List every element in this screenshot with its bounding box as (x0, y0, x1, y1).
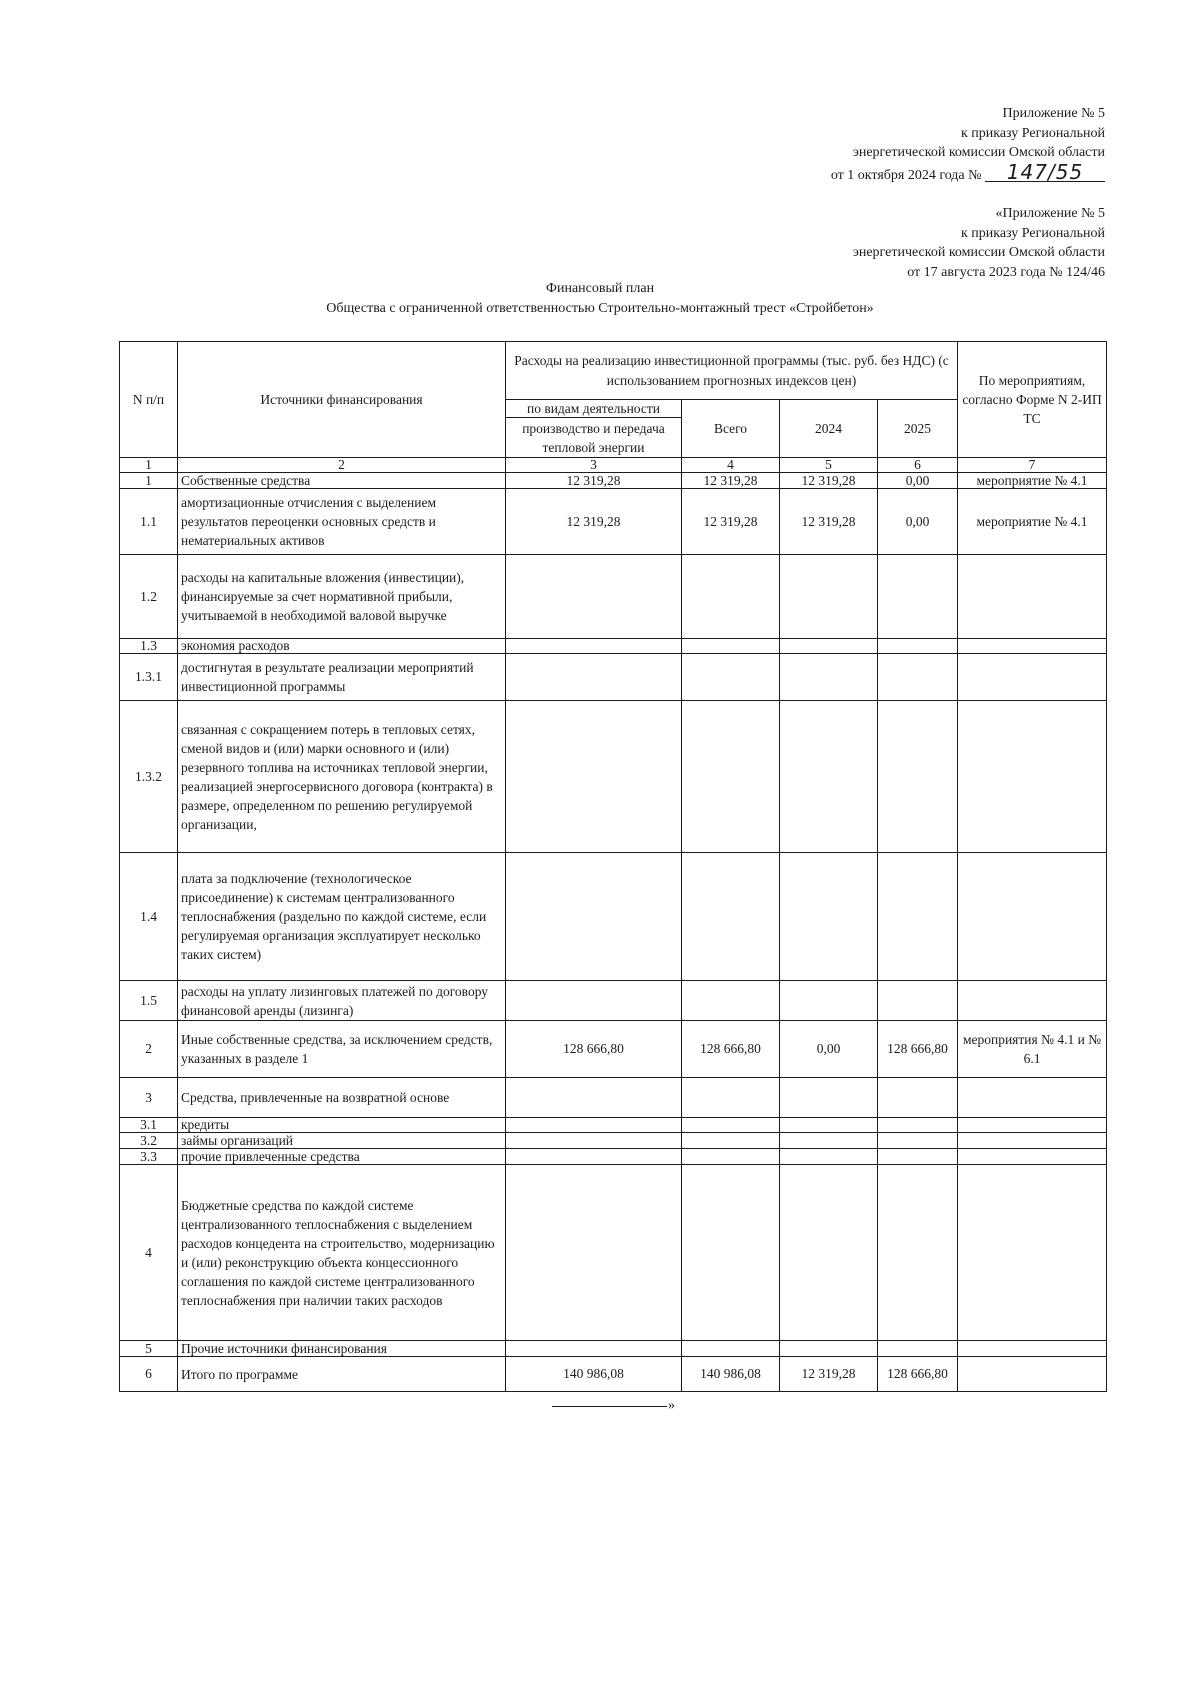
row-total (682, 1341, 780, 1357)
row-heat (506, 654, 682, 701)
previous-order-header (853, 204, 1105, 282)
row-num: 4 (120, 1165, 178, 1341)
header-measures: По мероприятиям, согласно Форме N 2-ИП ТС (958, 342, 1107, 458)
col-number: 6 (878, 458, 958, 473)
row-2025: 128 666,80 (878, 1021, 958, 1078)
table-row (120, 555, 1107, 639)
col-number: 3 (506, 458, 682, 473)
row-total (682, 1165, 780, 1341)
row-2025 (878, 981, 958, 1021)
row-2025 (878, 1149, 958, 1165)
row-2024 (780, 1118, 878, 1133)
row-heat (506, 1118, 682, 1133)
row-total: 128 666,80 (682, 1021, 780, 1078)
row-num: 1.4 (120, 853, 178, 981)
column-number-row (120, 458, 1107, 473)
row-source: кредиты (178, 1118, 506, 1133)
order-reference: к приказу Региональной (960, 125, 1105, 141)
row-total: 12 319,28 (682, 489, 780, 555)
row-source: Иные собственные средства, за исключением средств, указанных в разделе 1 (178, 1021, 506, 1078)
row-source: амортизационные отчисления с выделением результатов переоценки основных средств и нематериальных активов (178, 489, 506, 555)
row-heat (506, 853, 682, 981)
row-measure (958, 1133, 1107, 1149)
table-row (120, 1341, 1107, 1357)
table-row (120, 1165, 1107, 1341)
header-2025: 2025 (878, 400, 958, 458)
row-heat (506, 639, 682, 654)
row-2025: 128 666,80 (878, 1357, 958, 1392)
row-num: 2 (120, 1021, 178, 1078)
table-row (120, 1357, 1107, 1392)
prev-commission-name: энергетической комиссии Омской области (852, 245, 1105, 260)
row-heat (506, 981, 682, 1021)
row-measure (958, 701, 1107, 853)
document-title: Финансовый план (545, 281, 655, 296)
row-total (682, 639, 780, 654)
row-heat (506, 1149, 682, 1165)
row-heat: 140 986,08 (506, 1357, 682, 1392)
row-total: 140 986,08 (682, 1357, 780, 1392)
row-2025 (878, 1165, 958, 1341)
row-2024 (780, 1078, 878, 1118)
row-heat: 128 666,80 (506, 1021, 682, 1078)
row-source: Прочие источники финансирования (178, 1341, 506, 1357)
header-expenses: Расходы на реализацию инвестиционной программы (тыс. руб. без НДС) (с использованием прогнозных индексов цен) (506, 342, 958, 400)
row-2025 (878, 1133, 958, 1149)
table-row (120, 639, 1107, 654)
row-total (682, 1133, 780, 1149)
financial-plan-table (119, 341, 1107, 1392)
closing-quote: » (668, 1398, 675, 1413)
order-date-line (830, 159, 1105, 186)
row-heat (506, 1078, 682, 1118)
row-source: плата за подключение (технологическое присоединение) к системам централизованного теплоснабжения (раздельно по каждой системе, если регулируемая организация эксплуатирует несколько таких систем) (178, 853, 506, 981)
row-measure (958, 1118, 1107, 1133)
row-heat (506, 701, 682, 853)
row-num: 1 (120, 473, 178, 489)
row-total (682, 853, 780, 981)
row-2025 (878, 1078, 958, 1118)
commission-name: энергетической комиссии Омской области (852, 145, 1105, 160)
table-row (120, 1078, 1107, 1118)
order-date: от 1 октября 2024 года № (830, 167, 982, 183)
row-2025 (878, 701, 958, 853)
table-row (120, 981, 1107, 1021)
prev-order-reference: к приказу Региональной (960, 225, 1105, 241)
order-number-handwritten: 147/55 (985, 163, 1105, 182)
row-2024 (780, 1165, 878, 1341)
col-number: 7 (958, 458, 1107, 473)
row-num: 1.5 (120, 981, 178, 1021)
row-num: 1.3 (120, 639, 178, 654)
row-2024 (780, 1341, 878, 1357)
row-2025 (878, 1118, 958, 1133)
row-total (682, 981, 780, 1021)
row-2024 (780, 853, 878, 981)
row-source: Собственные средства (178, 473, 506, 489)
row-measure (958, 639, 1107, 654)
row-source: прочие привлеченные средства (178, 1149, 506, 1165)
row-total (682, 555, 780, 639)
row-measure: мероприятия № 4.1 и № 6.1 (958, 1021, 1107, 1078)
row-heat: 12 319,28 (506, 473, 682, 489)
row-num: 3 (120, 1078, 178, 1118)
document-subtitle: Общества с ограниченной ответственностью Строительно-монтажный трест «Стройбетон» (326, 301, 874, 316)
row-num: 3.1 (120, 1118, 178, 1133)
table-row (120, 1149, 1107, 1165)
header-total: Всего (682, 400, 780, 458)
row-2024 (780, 555, 878, 639)
row-2025: 0,00 (878, 489, 958, 555)
col-number: 4 (682, 458, 780, 473)
header-source: Источники финансирования (178, 342, 506, 458)
appendix-label: Приложение № 5 (1002, 106, 1105, 121)
row-measure: мероприятие № 4.1 (958, 473, 1107, 489)
row-total: 12 319,28 (682, 473, 780, 489)
row-total (682, 1149, 780, 1165)
row-num: 1.3.1 (120, 654, 178, 701)
table-row (120, 654, 1107, 701)
table-row (120, 853, 1107, 981)
row-2024: 12 319,28 (780, 1357, 878, 1392)
row-heat (506, 1165, 682, 1341)
prev-appendix-label: «Приложение № 5 (995, 206, 1105, 221)
table-row (120, 701, 1107, 853)
row-source: расходы на капитальные вложения (инвестиции), финансируемые за счет нормативной прибыли, учитываемой в необходимой валовой выручке (178, 555, 506, 639)
row-heat (506, 1133, 682, 1149)
row-total (682, 654, 780, 701)
row-source: экономия расходов (178, 639, 506, 654)
row-2024 (780, 981, 878, 1021)
prev-order-date: от 17 августа 2023 года № 124/46 (907, 264, 1105, 280)
table-row (120, 1118, 1107, 1133)
row-2024 (780, 639, 878, 654)
row-measure (958, 1341, 1107, 1357)
row-2024 (780, 1133, 878, 1149)
row-measure: мероприятие № 4.1 (958, 489, 1107, 555)
row-heat (506, 1341, 682, 1357)
row-measure (958, 1078, 1107, 1118)
row-source: связанная с сокращением потерь в тепловых сетях, сменой видов и (или) марки основного и (или) резервного топлива на источниках тепловой энергии, реализацией энергосервисного договора (контракта) в размере, определенном по решению регулируемой организации, (178, 701, 506, 853)
row-2025 (878, 639, 958, 654)
row-2025 (878, 1341, 958, 1357)
row-measure (958, 981, 1107, 1021)
header-2024: 2024 (780, 400, 878, 458)
row-heat (506, 555, 682, 639)
row-2024: 0,00 (780, 1021, 878, 1078)
row-measure (958, 654, 1107, 701)
order-header (831, 104, 1105, 185)
header-by-activity: по видам деятельности (506, 400, 682, 418)
row-2024 (780, 701, 878, 853)
col-number: 2 (178, 458, 506, 473)
table-row (120, 1021, 1107, 1078)
row-measure (958, 555, 1107, 639)
row-2024: 12 319,28 (780, 473, 878, 489)
row-heat: 12 319,28 (506, 489, 682, 555)
row-2024: 12 319,28 (780, 489, 878, 555)
row-measure (958, 1165, 1107, 1341)
row-measure (958, 1149, 1107, 1165)
row-measure (958, 853, 1107, 981)
row-total (682, 1078, 780, 1118)
table-row (120, 489, 1107, 555)
table-row (120, 1133, 1107, 1149)
row-total (682, 1118, 780, 1133)
row-2024 (780, 654, 878, 701)
row-total (682, 701, 780, 853)
closing-line (552, 1406, 667, 1407)
row-num: 3.3 (120, 1149, 178, 1165)
row-2025 (878, 654, 958, 701)
row-num: 3.2 (120, 1133, 178, 1149)
row-source: достигнутая в результате реализации мероприятий инвестиционной программы (178, 654, 506, 701)
row-2024 (780, 1149, 878, 1165)
row-num: 1.3.2 (120, 701, 178, 853)
row-num: 1.1 (120, 489, 178, 555)
row-2025: 0,00 (878, 473, 958, 489)
row-2025 (878, 555, 958, 639)
row-source: расходы на уплату лизинговых платежей по договору финансовой аренды (лизинга) (178, 981, 506, 1021)
row-2025 (878, 853, 958, 981)
row-num: 1.2 (120, 555, 178, 639)
row-num: 5 (120, 1341, 178, 1357)
row-num: 6 (120, 1357, 178, 1392)
row-source: Средства, привлеченные на возвратной основе (178, 1078, 506, 1118)
col-number: 5 (780, 458, 878, 473)
col-number: 1 (120, 458, 178, 473)
row-source: Итого по программе (178, 1357, 506, 1392)
table-row (120, 473, 1107, 489)
row-measure (958, 1357, 1107, 1392)
header-num: N п/п (120, 342, 178, 458)
row-source: займы организаций (178, 1133, 506, 1149)
row-source: Бюджетные средства по каждой системе централизованного теплоснабжения с выделением расходов концедента на строительство, модернизацию и (или) реконструкцию объекта концессионного соглашения по каждой системе централизованного теплоснабжения при наличии таких расходов (178, 1165, 506, 1341)
header-heat: производство и передача тепловой энергии (506, 418, 682, 458)
